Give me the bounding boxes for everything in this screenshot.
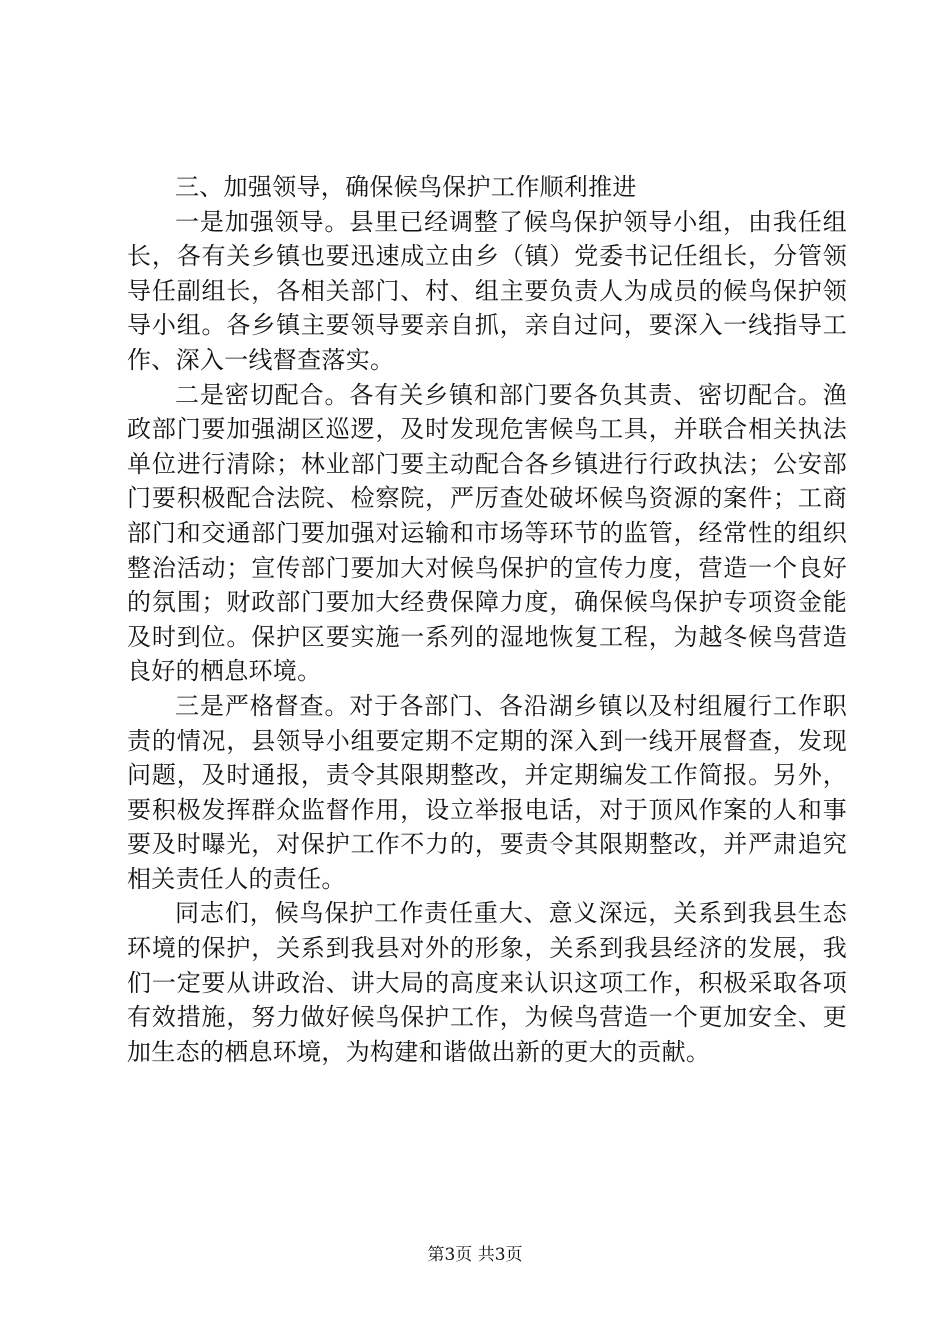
page-number-footer: 第3页 共3页	[427, 1245, 523, 1265]
paragraph-leadership: 一是加强领导。县里已经调整了候鸟保护领导小组，由我任组长，各有关乡镇也要迅速成立由乡（镇）党委书记任组长，分管领导任副组长，各相关部门、村、组主要负责人为成员的候鸟保护领导小组。各乡镇主要领导要亲自抓，亲自过问，要深入一线指导工作、深入一线督查落实。	[127, 207, 847, 374]
document-body	[127, 170, 847, 1069]
section-heading: 三、加强领导，确保候鸟保护工作顺利推进	[175, 173, 637, 201]
paragraph-supervision: 三是严格督查。对于各部门、各沿湖乡镇以及村组履行工作职责的情况，县领导小组要定期不定期的深入到一线开展督查，发现问题，及时通报，责令其限期整改，并定期编发工作简报。另外，要积极发挥群众监督作用，设立举报电话，对于顶风作案的人和事要及时曝光，对保护工作不力的，要责令其限期整改，并严肃追究相关责任人的责任。	[127, 691, 847, 893]
paragraph-closing: 同志们，候鸟保护工作责任重大、意义深远，关系到我县生态环境的保护，关系到我县对外的形象，关系到我县经济的发展，我们一定要从讲政治、讲大局的高度来认识这项工作，积极采取各项有效措施，努力做好候鸟保护工作，为候鸟营造一个更加安全、更加生态的栖息环境，为构建和谐做出新的更大的贡献。	[127, 899, 847, 1066]
paragraph-cooperation: 二是密切配合。各有关乡镇和部门要各负其责、密切配合。渔政部门要加强湖区巡逻，及时发现危害候鸟工具，并联合相关执法单位进行清除；林业部门要主动配合各乡镇进行行政执法；公安部门要积极配合法院、检察院，严厉查处破坏候鸟资源的案件；工商部门和交通部门要加强对运输和市场等环节的监管，经常性的组织整治活动；宣传部门要加大对候鸟保护的宣传力度，营造一个良好的氛围；财政部门要加大经费保障力度，确保候鸟保护专项资金能及时到位。保护区要实施一系列的湿地恢复工程，为越冬候鸟营造良好的栖息环境。	[127, 380, 847, 686]
